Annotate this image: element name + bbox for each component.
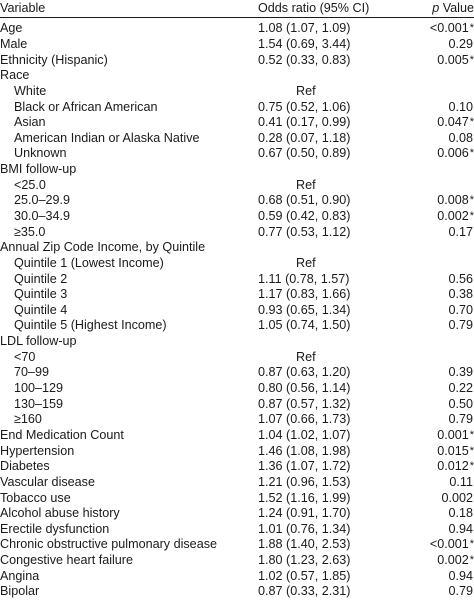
row-p-value xyxy=(405,193,474,209)
row-odds-ratio xyxy=(258,334,405,350)
table-row xyxy=(0,84,474,100)
row-variable: Unknown xyxy=(14,146,67,161)
significance-marker: * xyxy=(469,428,474,441)
significance-marker: * xyxy=(469,444,474,457)
table-row xyxy=(0,303,474,319)
row-p-value xyxy=(405,412,474,428)
row-odds-ratio: 1.02 (0.57, 1.85) xyxy=(258,568,351,583)
row-variable: Quintile 3 xyxy=(14,287,68,302)
row-odds-ratio: 1.88 (1.40, 2.53) xyxy=(258,537,351,552)
p-value-text: 0.56 xyxy=(448,271,473,286)
row-p-value xyxy=(405,490,474,506)
row-variable: American Indian or Alaska Native xyxy=(14,130,200,145)
row-p-value xyxy=(405,146,474,162)
p-value-text: 0.38 xyxy=(448,287,473,302)
row-p-value xyxy=(405,287,474,303)
row-variable: Vascular disease xyxy=(0,474,95,489)
table-row xyxy=(0,99,474,115)
p-value-text: 0.005 xyxy=(437,52,469,67)
table-row xyxy=(0,412,474,428)
row-p-value xyxy=(405,365,474,381)
row-p-value xyxy=(405,37,474,53)
row-odds-ratio: Ref xyxy=(296,177,316,192)
row-odds-ratio: 0.28 (0.07, 1.18) xyxy=(258,130,351,145)
table-row xyxy=(0,18,474,37)
header-odds-ratio: Odds ratio (95% CI) xyxy=(258,0,405,18)
table-row xyxy=(0,381,474,397)
table-row xyxy=(0,428,474,444)
row-odds-ratio: Ref xyxy=(296,255,316,270)
row-variable: 130–159 xyxy=(14,396,64,411)
p-value-text: 0.012 xyxy=(437,459,469,474)
p-value-text: 0.79 xyxy=(448,412,473,427)
row-odds-ratio: 0.87 (0.57, 1.32) xyxy=(258,396,351,411)
row-odds-ratio xyxy=(258,162,405,178)
p-value-text: 0.79 xyxy=(448,584,473,599)
row-variable: Quintile 4 xyxy=(14,302,68,317)
row-p-value xyxy=(405,68,474,84)
p-value-text: 0.001 xyxy=(437,427,469,442)
row-odds-ratio: Ref xyxy=(296,349,316,364)
significance-marker: * xyxy=(469,460,474,473)
p-value-text: 0.10 xyxy=(448,99,473,114)
significance-marker: * xyxy=(469,53,474,66)
row-variable: <70 xyxy=(14,349,36,364)
p-value-text: 0.94 xyxy=(448,568,473,583)
row-p-value xyxy=(405,224,474,240)
p-value-text: 0.94 xyxy=(448,521,473,536)
p-value-text: 0.015 xyxy=(437,443,469,458)
table-row xyxy=(0,522,474,538)
row-variable: Race xyxy=(0,68,30,83)
table-row xyxy=(0,162,474,178)
table-row xyxy=(0,37,474,53)
row-variable: ≥35.0 xyxy=(14,224,46,239)
row-odds-ratio: Ref xyxy=(296,83,316,98)
table-row xyxy=(0,256,474,272)
row-p-value xyxy=(405,334,474,350)
table-header-row xyxy=(0,0,474,18)
significance-marker: * xyxy=(469,194,474,207)
row-p-value xyxy=(405,318,474,334)
row-variable: Ethnicity (Hispanic) xyxy=(0,52,108,67)
row-p-value xyxy=(405,553,474,569)
row-odds-ratio: 1.01 (0.76, 1.34) xyxy=(258,521,351,536)
row-variable: Tobacco use xyxy=(0,490,71,505)
row-p-value xyxy=(405,256,474,272)
row-odds-ratio: 1.46 (1.08, 1.98) xyxy=(258,443,351,458)
row-variable: 70–99 xyxy=(14,365,50,380)
row-odds-ratio: 1.54 (0.69, 3.44) xyxy=(258,36,351,51)
table-row xyxy=(0,490,474,506)
row-variable: Quintile 5 (Highest Income) xyxy=(14,318,167,333)
table-row xyxy=(0,349,474,365)
row-p-value xyxy=(405,209,474,225)
p-value-text: 0.002 xyxy=(441,490,473,505)
significance-marker: * xyxy=(469,22,474,35)
p-value-text: 0.79 xyxy=(448,318,473,333)
p-value-text: 0.70 xyxy=(448,302,473,317)
row-p-value xyxy=(405,537,474,553)
row-odds-ratio: 1.08 (1.07, 1.09) xyxy=(258,21,351,36)
row-variable: Black or African American xyxy=(14,99,158,114)
row-p-value xyxy=(405,18,474,37)
row-odds-ratio xyxy=(258,68,405,84)
row-odds-ratio: 1.52 (1.16, 1.99) xyxy=(258,490,351,505)
row-variable: Hypertension xyxy=(0,443,75,458)
row-odds-ratio: 0.59 (0.42, 0.83) xyxy=(258,209,351,223)
table-row xyxy=(0,334,474,350)
header-variable: Variable xyxy=(0,0,258,18)
row-p-value xyxy=(405,303,474,319)
row-variable: White xyxy=(14,83,47,98)
p-value-text: 0.17 xyxy=(448,224,473,239)
row-odds-ratio: 0.80 (0.56, 1.14) xyxy=(258,381,351,396)
table-row xyxy=(0,443,474,459)
table-row xyxy=(0,506,474,522)
p-value-text: 0.18 xyxy=(448,506,473,521)
row-p-value xyxy=(405,84,474,100)
p-value-text: 0.29 xyxy=(448,36,473,51)
header-p-rest: Value xyxy=(439,1,474,15)
row-variable: End Medication Count xyxy=(0,427,124,442)
row-p-value xyxy=(405,177,474,193)
p-value-text: <0.001 xyxy=(429,537,469,552)
table-row xyxy=(0,193,474,209)
row-variable: Alcohol abuse history xyxy=(0,506,120,521)
row-odds-ratio: 0.75 (0.52, 1.06) xyxy=(258,99,351,114)
row-p-value xyxy=(405,522,474,538)
row-p-value xyxy=(405,475,474,491)
row-odds-ratio: 1.21 (0.96, 1.53) xyxy=(258,474,351,489)
row-variable: BMI follow-up xyxy=(0,162,77,177)
row-odds-ratio: 0.68 (0.51, 0.90) xyxy=(258,193,351,208)
row-odds-ratio xyxy=(258,240,405,256)
row-odds-ratio: 0.41 (0.17, 0.99) xyxy=(258,115,351,130)
table-row xyxy=(0,475,474,491)
row-variable: Annual Zip Code Income, by Quintile xyxy=(0,240,206,255)
row-odds-ratio: 1.80 (1.23, 2.63) xyxy=(258,553,351,568)
p-value-text: 0.11 xyxy=(449,474,473,489)
row-odds-ratio: 0.77 (0.53, 1.12) xyxy=(258,224,351,239)
row-p-value xyxy=(405,459,474,475)
table-row xyxy=(0,584,474,600)
table-row xyxy=(0,553,474,569)
table-row xyxy=(0,271,474,287)
row-variable: Asian xyxy=(14,115,46,130)
p-value-text: <0.001 xyxy=(429,21,469,36)
row-p-value xyxy=(405,396,474,412)
table-row xyxy=(0,459,474,475)
p-value-text: 0.008 xyxy=(437,193,469,208)
row-odds-ratio: 1.36 (1.07, 1.72) xyxy=(258,459,351,474)
row-odds-ratio: 0.87 (0.33, 2.31) xyxy=(258,584,351,599)
row-variable: Age xyxy=(0,21,23,36)
row-odds-ratio: 0.67 (0.50, 0.89) xyxy=(258,146,351,161)
p-value-text: 0.39 xyxy=(448,365,473,380)
header-p-italic: p xyxy=(432,1,440,15)
row-variable: 100–129 xyxy=(14,381,64,396)
row-p-value xyxy=(405,52,474,68)
row-odds-ratio: 1.11 (0.78, 1.57) xyxy=(258,271,350,286)
table-row xyxy=(0,396,474,412)
row-odds-ratio: 0.52 (0.33, 0.83) xyxy=(258,52,351,67)
p-value-text: 0.047 xyxy=(437,115,469,130)
row-p-value xyxy=(405,99,474,115)
p-value-text: 0.006 xyxy=(437,146,469,161)
row-p-value xyxy=(405,130,474,146)
table-row xyxy=(0,537,474,553)
table-row xyxy=(0,52,474,68)
row-variable: Quintile 2 xyxy=(14,271,68,286)
significance-marker: * xyxy=(469,554,474,567)
table-row xyxy=(0,209,474,225)
p-value-text: 0.22 xyxy=(448,381,473,396)
row-variable: Bipolar xyxy=(0,584,40,599)
table-row xyxy=(0,318,474,334)
row-variable: Male xyxy=(0,36,28,51)
row-odds-ratio: 1.04 (1.02, 1.07) xyxy=(258,427,351,442)
row-odds-ratio: 1.24 (0.91, 1.70) xyxy=(258,506,351,521)
table-body xyxy=(0,18,474,600)
row-p-value xyxy=(405,349,474,365)
row-p-value xyxy=(405,506,474,522)
row-variable: 30.0–34.9 xyxy=(14,209,71,223)
table-row xyxy=(0,287,474,303)
table-row xyxy=(0,130,474,146)
row-odds-ratio: 0.93 (0.65, 1.34) xyxy=(258,302,351,317)
row-odds-ratio: 1.05 (0.74, 1.50) xyxy=(258,318,351,333)
significance-marker: * xyxy=(469,210,474,222)
row-p-value xyxy=(405,115,474,131)
row-p-value xyxy=(405,271,474,287)
p-value-text: 0.50 xyxy=(448,396,473,411)
table-row xyxy=(0,365,474,381)
row-p-value xyxy=(405,443,474,459)
header-p-value xyxy=(405,0,474,18)
table-row xyxy=(0,115,474,131)
row-odds-ratio: 1.07 (0.66, 1.73) xyxy=(258,412,351,427)
significance-marker: * xyxy=(469,538,474,551)
row-variable: <25.0 xyxy=(14,177,46,192)
row-p-value xyxy=(405,162,474,178)
row-p-value xyxy=(405,568,474,584)
row-variable: 25.0–29.9 xyxy=(14,193,71,208)
row-variable: Chronic obstructive pulmonary disease xyxy=(0,537,217,552)
p-value-text: 0.08 xyxy=(448,130,473,145)
table-row xyxy=(0,224,474,240)
row-p-value xyxy=(405,428,474,444)
table-row xyxy=(0,568,474,584)
table-row xyxy=(0,68,474,84)
row-p-value xyxy=(405,240,474,256)
row-variable: Erectile dysfunction xyxy=(0,521,110,536)
significance-marker: * xyxy=(469,147,474,160)
row-variable: Congestive heart failure xyxy=(0,553,134,568)
p-value-text: 0.002 xyxy=(437,209,469,223)
row-odds-ratio: 1.17 (0.83, 1.66) xyxy=(258,287,351,302)
table-row xyxy=(0,240,474,256)
row-variable: Angina xyxy=(0,568,40,583)
table-row xyxy=(0,177,474,193)
row-p-value xyxy=(405,584,474,600)
p-value-text: 0.002 xyxy=(437,553,469,568)
row-odds-ratio: 0.87 (0.63, 1.20) xyxy=(258,365,351,380)
row-p-value xyxy=(405,381,474,397)
table-row xyxy=(0,146,474,162)
row-variable: LDL follow-up xyxy=(0,334,77,349)
row-variable: Quintile 1 (Lowest Income) xyxy=(14,255,164,270)
row-variable: Diabetes xyxy=(0,459,50,474)
row-variable: ≥160 xyxy=(14,412,42,427)
significance-marker: * xyxy=(469,116,474,129)
